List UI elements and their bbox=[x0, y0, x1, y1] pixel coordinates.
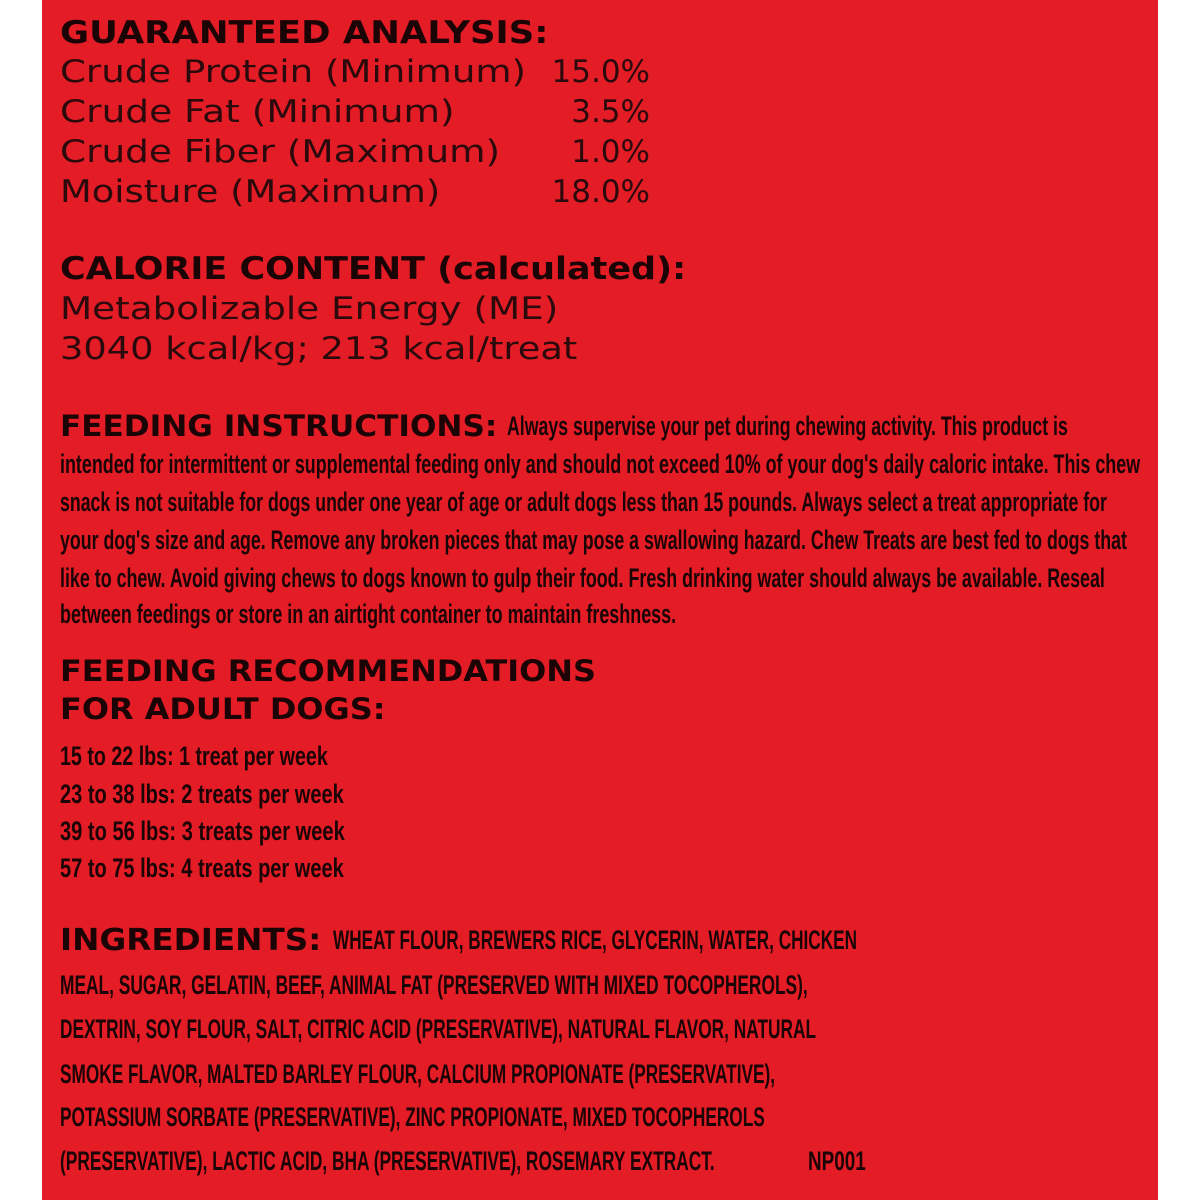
ingredients-line: POTASSIUM SORBATE (PRESERVATIVE), ZINC PROPIONATE, MIXED TOCOPHEROLS bbox=[60, 1102, 765, 1132]
analysis-value: 18.0% bbox=[551, 174, 650, 210]
feeding-instructions-heading: FEEDING INSTRUCTIONS: bbox=[60, 409, 498, 443]
analysis-label: Crude Protein (Minimum) bbox=[60, 54, 527, 90]
analysis-value: 15.0% bbox=[551, 54, 650, 90]
feeding-instructions-line: between feedings or store in an airtight container to maintain freshness. bbox=[60, 599, 677, 629]
ingredients-line: DEXTRIN, SOY FLOUR, SALT, CITRIC ACID (PRESERVATIVE), NATURAL FLAVOR, NATURAL bbox=[60, 1014, 817, 1044]
guaranteed-analysis-heading: GUARANTEED ANALYSIS: bbox=[60, 15, 549, 51]
analysis-label: Crude Fiber (Maximum) bbox=[60, 134, 501, 170]
recommendation-item: 23 to 38 lbs: 2 treats per week bbox=[60, 779, 344, 809]
calorie-line: Metabolizable Energy (ME) bbox=[60, 291, 559, 327]
feeding-recommendations-heading: FOR ADULT DOGS: bbox=[60, 692, 386, 726]
feeding-instructions-line: intended for intermittent or supplemental feeding only and should not exceed 10% of your dog's daily caloric intake. This chew bbox=[60, 449, 1141, 479]
feeding-instructions-line: Always supervise your pet during chewing activity. This product is bbox=[507, 411, 1068, 441]
recommendation-item: 39 to 56 lbs: 3 treats per week bbox=[60, 816, 345, 846]
recommendation-item: 15 to 22 lbs: 1 treat per week bbox=[60, 741, 328, 771]
analysis-label: Moisture (Maximum) bbox=[60, 174, 441, 210]
ingredients-line: WHEAT FLOUR, BREWERS RICE, GLYCERIN, WATER, CHICKEN bbox=[333, 925, 858, 955]
ingredients-line: MEAL, SUGAR, GELATIN, BEEF, ANIMAL FAT (PRESERVED WITH MIXED TOCOPHEROLS), bbox=[60, 970, 808, 1000]
analysis-label: Crude Fat (Minimum) bbox=[60, 94, 455, 130]
feeding-instructions-line: snack is not suitable for dogs under one year of age or adult dogs less than 15 pounds. Always select a treat appropriate for bbox=[60, 487, 1107, 517]
ingredients-line: SMOKE FLAVOR, MALTED BARLEY FLOUR, CALCIUM PROPIONATE (PRESERVATIVE), bbox=[60, 1059, 776, 1089]
feeding-instructions-line: like to chew. Avoid giving chews to dogs known to gulp their food. Fresh drinking water should always be available. Reseal bbox=[60, 563, 1105, 593]
calorie-content-heading: CALORIE CONTENT (calculated): bbox=[60, 251, 687, 287]
feeding-instructions-line: your dog's size and age. Remove any broken pieces that may pose a swallowing hazard. Chew Treats are best fed to dogs that bbox=[60, 525, 1127, 555]
calorie-line: 3040 kcal/kg; 213 kcal/treat bbox=[60, 331, 578, 367]
analysis-value: 1.0% bbox=[571, 134, 650, 170]
recommendation-item: 57 to 75 lbs: 4 treats per week bbox=[60, 853, 344, 883]
ingredients-heading: INGREDIENTS: bbox=[60, 923, 322, 958]
product-code: NP001 bbox=[808, 1146, 866, 1176]
ingredients-line: (PRESERVATIVE), LACTIC ACID, BHA (PRESERVATIVE), ROSEMARY EXTRACT. bbox=[60, 1146, 715, 1176]
analysis-value: 3.5% bbox=[571, 94, 650, 130]
feeding-recommendations-heading: FEEDING RECOMMENDATIONS bbox=[60, 654, 596, 688]
